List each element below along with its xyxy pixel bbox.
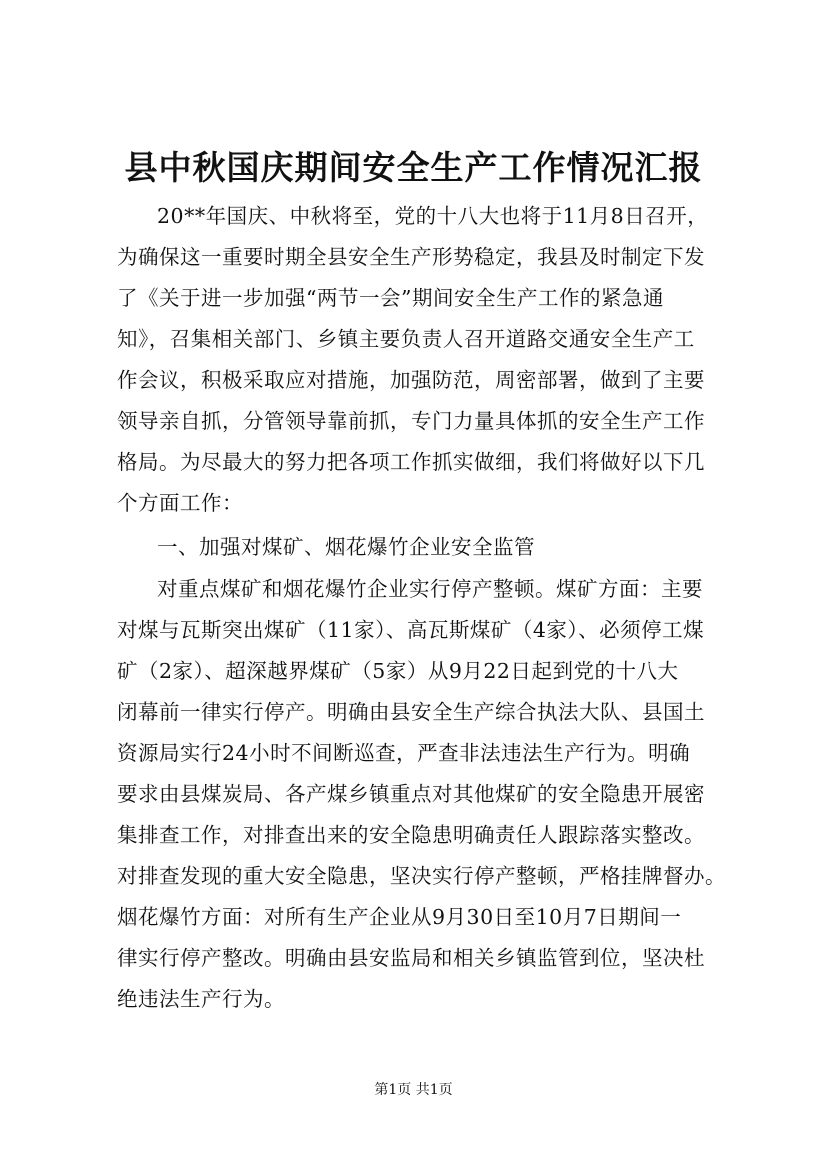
paragraph-line: 律实行停产整改。明确由县安监局和相关乡镇监管到位，坚决杜 <box>117 946 705 970</box>
paragraph-line: 了《关于进一步加强“两节一会”期间安全生产工作的紧急通 <box>117 286 664 310</box>
section-heading: 一、加强对煤矿、烟花爆竹企业安全监管 <box>157 535 535 559</box>
paragraph-line: 作会议，积极采取应对措施，加强防范，周密部署，做到了主要 <box>117 368 705 392</box>
paragraph-line: 要求由县煤炭局、各产煤乡镇重点对其他煤矿的安全隐患开展密 <box>117 782 705 806</box>
paragraph-line: 对排查发现的重大安全隐患，坚决实行停产整顿，严格挂牌督办。 <box>117 864 726 888</box>
paragraph-line: 知》，召集相关部门、乡镇主要负责人召开道路交通安全生产工 <box>117 327 695 351</box>
paragraph-line: 烟花爆竹方面：对所有生产企业从9月30日至10月7日期间一 <box>117 905 682 929</box>
paragraph-line: 20**年国庆、中秋将至，党的十八大也将于11月8日召开， <box>157 204 709 228</box>
page-number-footer: 第1页 共1页 <box>374 1082 453 1098</box>
document-title: 县中秋国庆期间安全生产工作情况汇报 <box>124 148 703 187</box>
paragraph-line: 领导亲自抓，分管领导靠前抓，专门力量具体抓的安全生产工作 <box>117 409 705 433</box>
paragraph-line: 集排查工作，对排查出来的安全隐患明确责任人跟踪落实整改。 <box>117 823 705 847</box>
paragraph-line: 闭幕前一律实行停产。明确由县安全生产综合执法大队、县国土 <box>117 700 705 724</box>
paragraph-line: 个方面工作： <box>117 491 243 515</box>
paragraph-line: 资源局实行24小时不间断巡查，严查非法违法生产行为。明确 <box>117 741 691 765</box>
paragraph-line: 矿（2家）、超深越界煤矿（5家）从9月22日起到党的十八大 <box>117 659 679 683</box>
paragraph-line: 格局。为尽最大的努力把各项工作抓实做细，我们将做好以下几 <box>117 450 705 474</box>
paragraph-line: 为确保这一重要时期全县安全生产形势稳定，我县及时制定下发 <box>117 245 705 269</box>
paragraph-line: 绝违法生产行为。 <box>117 987 285 1011</box>
paragraph-line: 对煤与瓦斯突出煤矿（11家）、高瓦斯煤矿（4家）、必须停工煤 <box>117 618 705 642</box>
paragraph-line: 对重点煤矿和烟花爆竹企业实行停产整顿。煤矿方面：主要 <box>157 577 703 601</box>
